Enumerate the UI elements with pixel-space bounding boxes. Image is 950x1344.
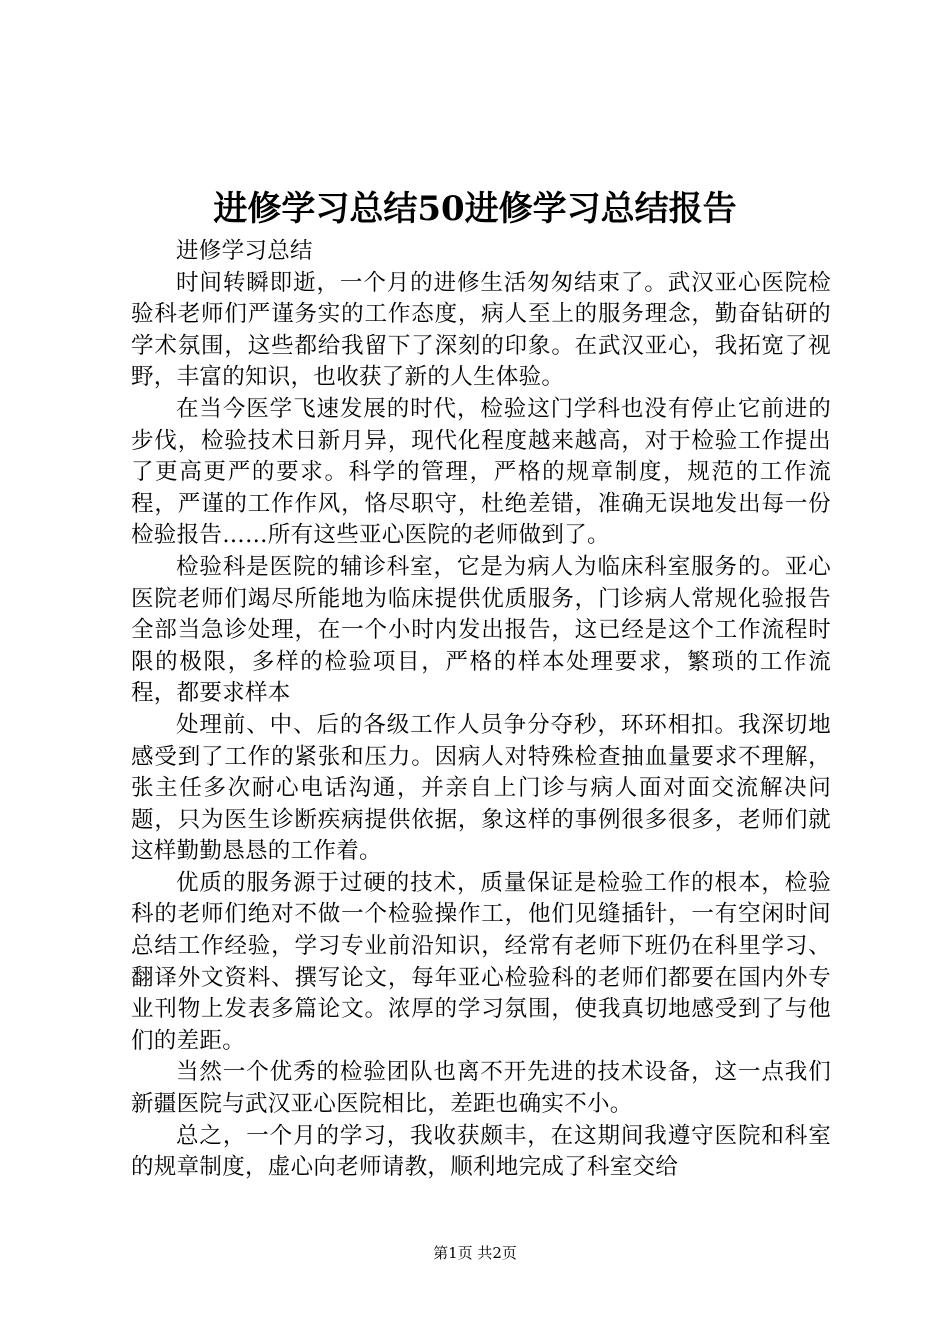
paragraph: 处理前、中、后的各级工作人员争分夺秒，环环相扣。我深切地感受到了工作的紧张和压力。因病人对特殊检查抽血量要求不理解，张主任多次耐心电话沟通，并亲自上门诊与病人面对面交流解决问题，只为医生诊断疾病提供依据，象这样的事例很多很多，老师们就这样勤勤恳恳的工作着。 (131, 711, 831, 865)
paragraph: 总之，一个月的学习，我收获颇丰，在这期间我遵守医院和科室的规章制度，虚心向老师请教，顺利地完成了科室交给 (131, 1122, 831, 1181)
paragraph: 时间转瞬即逝，一个月的进修生活匆匆结束了。武汉亚心医院检验科老师们严谨务实的工作态度，病人至上的服务理念，勤奋钻研的学术氛围，这些都给我留下了深刻的印象。在武汉亚心，我拓宽了视野，丰富的知识，也收获了新的人生体验。 (131, 269, 831, 391)
paragraph: 在当今医学飞速发展的时代，检验这门学科也没有停止它前进的步伐，检验技术日新月异，现代化程度越来越高，对于检验工作提出了更高更严的要求。科学的管理，严格的规章制度，规范的工作流程，严谨的工作作风，恪尽职守，杜绝差错，准确无误地发出每一份检验报告……所有这些亚心医院的老师做到了。 (131, 395, 831, 549)
document-body (131, 236, 831, 1184)
paragraph: 当然一个优秀的检验团队也离不开先进的技术设备，这一点我们新疆医院与武汉亚心医院相比，差距也确实不小。 (131, 1059, 831, 1118)
paragraph: 检验科是医院的辅诊科室，它是为病人为临床科室服务的。亚心医院老师们竭尽所能地为临床提供优质服务，门诊病人常规化验报告全部当急诊处理，在一个小时内发出报告，这已经是这个工作流程时限的极限，多样的检验项目，严格的样本处理要求，繁琐的工作流程，都要求样本 (131, 553, 831, 707)
document-title: 进修学习总结50进修学习总结报告 (213, 189, 737, 229)
document-subtitle: 进修学习总结 (176, 238, 313, 264)
paragraph: 优质的服务源于过硬的技术，质量保证是检验工作的根本，检验科的老师们绝对不做一个检验操作工，他们见缝插针，一有空闲时间总结工作经验，学习专业前沿知识，经常有老师下班仍在科里学习、翻译外文资料、撰写论文，每年亚心检验科的老师们都要在国内外专业刊物上发表多篇论文。浓厚的学习氛围，使我真切地感受到了与他们的差距。 (131, 869, 831, 1054)
page-number: 第1页 共2页 (433, 1244, 517, 1262)
